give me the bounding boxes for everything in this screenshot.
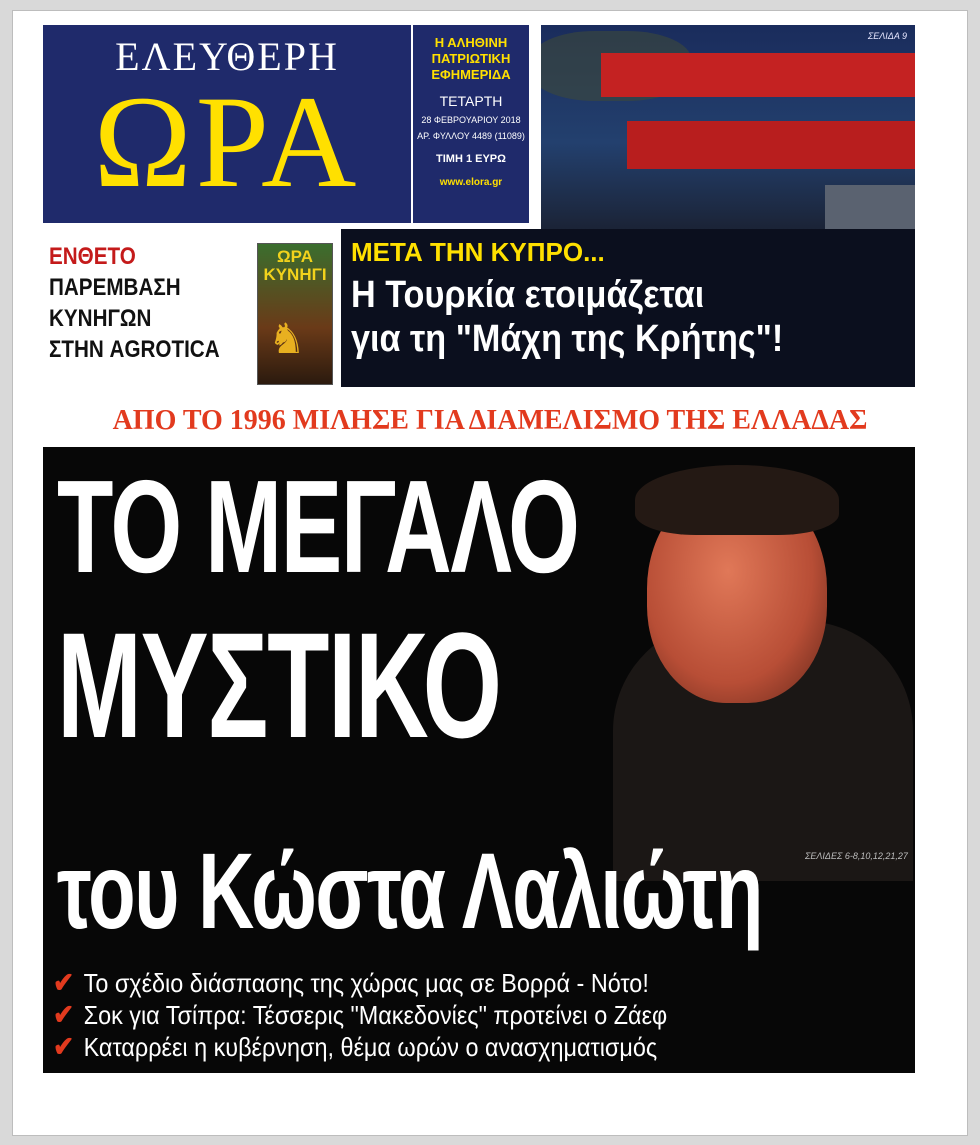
tagline-line: ΕΦΗΜΕΡΙΔΑ: [431, 67, 511, 82]
turkey-story-headline: [351, 273, 783, 361]
issue-date: 28 ΦΕΒΡΟΥΑΡΙΟΥ 2018: [421, 115, 521, 125]
portrait-hair: [635, 465, 839, 535]
checkmark-icon: ✔: [53, 1031, 75, 1062]
bullet-item: [53, 1031, 825, 1063]
website-link[interactable]: www.elora.gr: [439, 177, 503, 188]
issue-price: ΤΙΜΗ 1 ΕΥΡΩ: [436, 153, 506, 165]
deer-icon: ♞: [268, 315, 306, 362]
hero-photo: [541, 25, 915, 239]
insert-promo[interactable]: [49, 241, 331, 387]
bullet-item: [53, 967, 825, 999]
tagline-line: Η ΑΛΗΘΙΝΗ: [434, 35, 508, 50]
insert-line: ΣΤΗΝ AGROTICA: [49, 336, 220, 363]
insert-cover-title: [258, 248, 332, 284]
main-headline-line-3: του Κώστα Λαλιώτη: [57, 830, 762, 951]
main-story-overline: ΑΠΟ ΤΟ 1996 ΜΙΛΗΣΕ ΓΙΑ ΔΙΑΜΕΛΙΣΜΟ ΤΗΣ ΕΛΛΑΔΑΣ: [112, 405, 868, 436]
tagline: [413, 35, 529, 83]
tagline-line: ΠΑΤΡΙΩΤΙΚΗ: [431, 51, 511, 66]
insert-cover-title-line: ΩΡΑ: [277, 247, 313, 266]
main-headline-line-1: ΤΟ ΜΕΓΑΛΟ: [57, 453, 579, 600]
main-story-pages-note: ΣΕΛΙΔΕΣ 6-8,10,12,21,27: [805, 851, 908, 861]
turkey-story[interactable]: [341, 229, 915, 387]
turkey-story-overline: ΜΕΤΑ ΤΗΝ ΚΥΠΡΟ...: [351, 237, 605, 267]
masthead-title-top: ΕΛΕΥΘΕΡΗ: [115, 34, 339, 79]
insert-line: ΠΑΡΕΜΒΑΣΗ: [49, 274, 181, 301]
bullet-text: Το σχέδιο διάσπασης της χώρας μας σε Βορρά - Νότο!: [83, 968, 649, 998]
main-story[interactable]: [43, 447, 915, 1073]
hero-page-reference: ΣΕΛΙΔΑ 9: [867, 31, 907, 41]
politician-portrait: [543, 451, 913, 873]
newspaper-front-page: [12, 10, 968, 1136]
turkey-headline-line: για τη "Μάχη της Κρήτης"!: [351, 318, 784, 360]
checkmark-icon: ✔: [53, 967, 75, 998]
masthead: [43, 25, 411, 223]
insert-cover-image: [257, 243, 333, 385]
bullet-item: [53, 999, 825, 1031]
red-banner-stripe: [601, 53, 915, 97]
insert-cover-title-line: ΚΥΝΗΓΙ: [263, 265, 327, 284]
checkmark-icon: ✔: [53, 999, 75, 1030]
bullet-text: Σοκ για Τσίπρα: Τέσσερις "Μακεδονίες" προτείνει ο Ζάεφ: [83, 1000, 668, 1030]
main-story-bullets: [53, 967, 911, 1063]
issue-day: ΤΕΤΑΡΤΗ: [439, 93, 503, 109]
issue-number: ΑΡ. ΦΥΛΛΟΥ 4489 (11089): [417, 131, 525, 141]
insert-line: ΕΝΘΕΤΟ: [49, 243, 136, 270]
bullet-text: Καταρρέει η κυβέρνηση, θέμα ωρών ο ανασχηματισμός: [83, 1032, 658, 1062]
red-banner-stripe: [627, 121, 915, 169]
masthead-title-main: ΩΡΑ: [93, 68, 361, 215]
main-headline-line-2: ΜΥΣΤΙΚΟ: [57, 601, 501, 769]
insert-promo-text: [49, 241, 220, 365]
issue-info-box: [413, 25, 529, 223]
insert-line: ΚΥΝΗΓΩΝ: [49, 305, 152, 332]
turkey-headline-line: Η Τουρκία ετοιμάζεται: [351, 274, 705, 316]
